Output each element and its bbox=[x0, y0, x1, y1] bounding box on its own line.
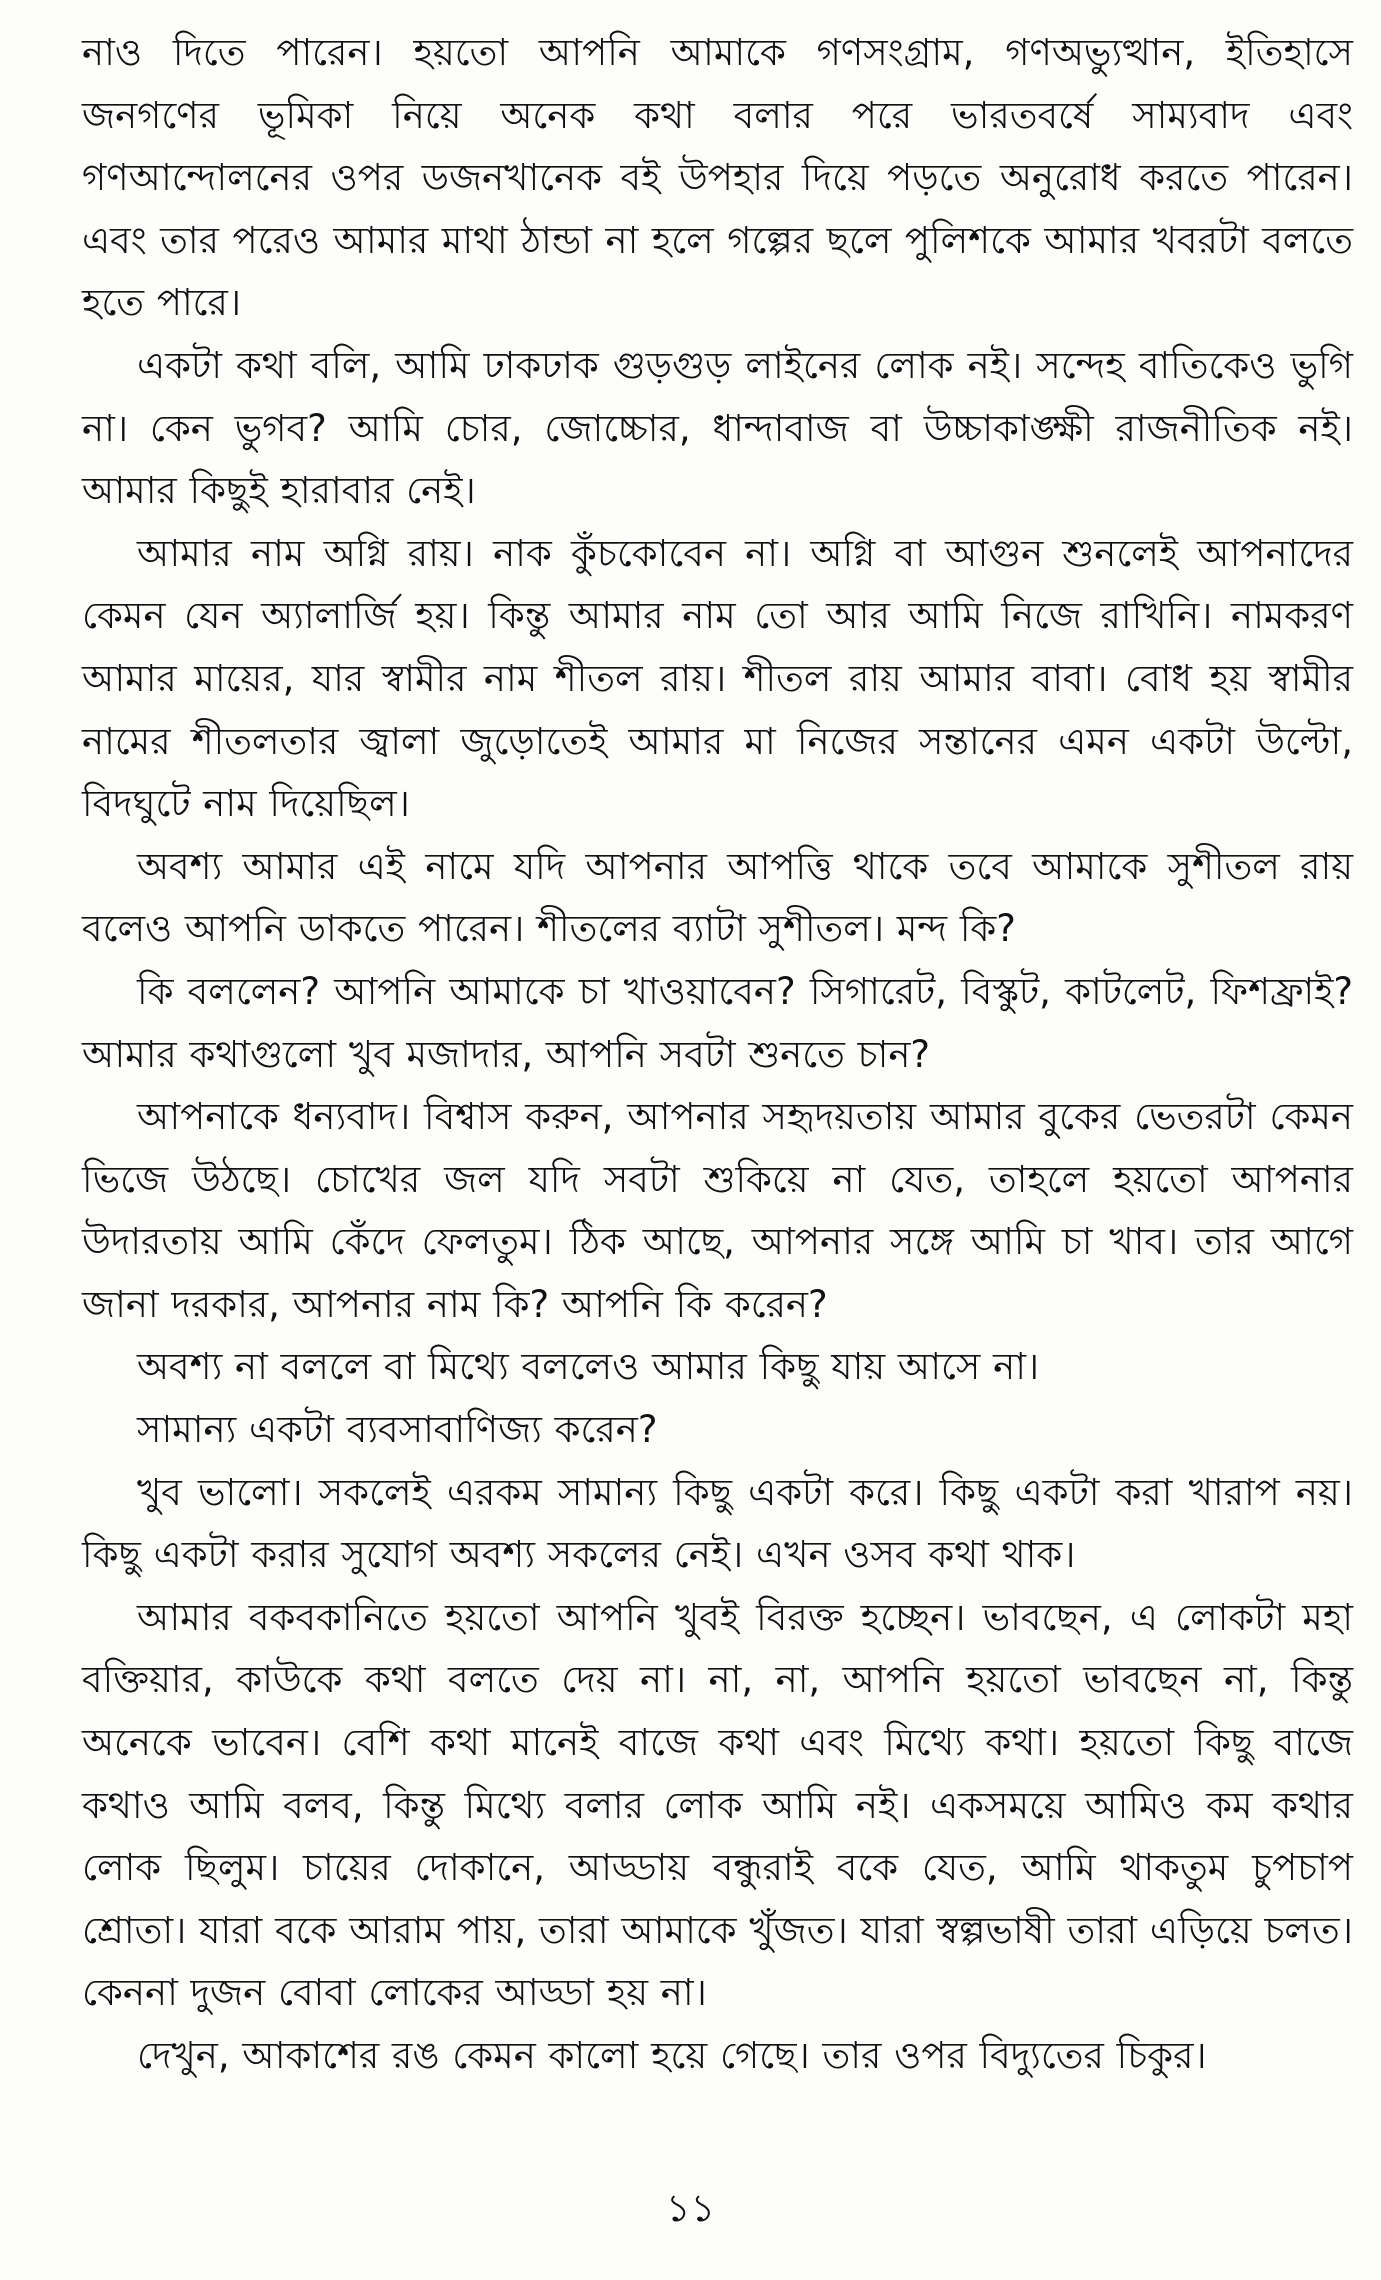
paragraph-6: আপনাকে ধন্যবাদ। বিশ্বাস করুন, আপনার সহৃদয়তায় আমার বুকের ভেতরটা কেমন ভিজে উঠছে। চোখের জল যদি সবটা শুকিয়ে না যেত, তাহলে হয়তো আপনার উদারতায় আমি কেঁদে ফেলতুম। ঠিক আছে, আপনার সঙ্গে আমি চা খাব। তার আগে জানা দরকার, আপনার নাম কি? আপনি কি করেন? bbox=[82, 1095, 1353, 1326]
paragraph-11: দেখুন, আকাশের রঙ কেমন কালো হয়ে গেছে। তার ওপর বিদ্যুতের চিকুর। bbox=[137, 2034, 1207, 2077]
paragraph-10: আমার বকবকানিতে হয়তো আপনি খুবই বিরক্ত হচ্ছেন। ভাবছেন, এ লোকটা মহা বক্তিয়ার, কাউকে কথা বলতে দেয় না। না, না, আপনি হয়তো ভাবছেন না, কিন্তু অনেকে ভাবেন। বেশি কথা মানেই বাজে কথা এবং মিথ্যে কথা। হয়তো কিছু বাজে কথাও আমি বলব, কিন্তু মিথ্যে বলার লোক আমি নই। একসময়ে আমিও কম কথার লোক ছিলুম। চায়ের দোকানে, আড্ডায় বন্ধুরাই বকে যেত, আমি থাকতুম চুপচাপ শ্রোতা। যারা বকে আরাম পায়, তারা আমাকে খুঁজত। যারা স্বল্পভাষী তারা এড়িয়ে চলত। কেননা দুজন বোবা লোকের আড্ডা হয় না। bbox=[82, 1595, 1353, 2015]
page-number: ১১ bbox=[665, 2186, 716, 2230]
paragraph-2: একটা কথা বলি, আমি ঢাকঢাক গুড়গুড় লাইনের লোক নই। সন্দেহ বাতিকেও ভুগি না। কেন ভুগব? আমি চোর, জোচ্চোর, ধান্দাবাজ বা উচ্চাকাঙ্ক্ষী রাজনীতিক নই। আমার কিছুই হারাবার নেই। bbox=[82, 343, 1353, 513]
body-text bbox=[82, 22, 1353, 2088]
paragraph-4: অবশ্য আমার এই নামে যদি আপনার আপত্তি থাকে তবে আমাকে সুশীতল রায় বলেও আপনি ডাকতে পারেন। শীতলের ব্যাটা সুশীতল। মন্দ কি? bbox=[82, 844, 1353, 951]
paragraph-5: কি বললেন? আপনি আমাকে চা খাওয়াবেন? সিগারেট, বিস্কুট, কাটলেট, ফিশফ্রাই? আমার কথাগুলো খুব মজাদার, আপনি সবটা শুনতে চান? bbox=[82, 969, 1353, 1076]
paragraph-1: নাও দিতে পারেন। হয়তো আপনি আমাকে গণসংগ্রাম, গণঅভ্যুত্থান, ইতিহাসে জনগণের ভূমিকা নিয়ে অনেক কথা বলার পরে ভারতবর্ষে সাম্যবাদ এবং গণআন্দোলনের ওপর ডজনখানেক বই উপহার দিয়ে পড়তে অনুরোধ করতে পারেন। এবং তার পরেও আমার মাথা ঠান্ডা না হলে গল্পের ছলে পুলিশকে আমার খবরটা বলতে হতে পারে। bbox=[82, 31, 1353, 325]
paragraph-8: সামান্য একটা ব্যবসাবাণিজ্য করেন? bbox=[137, 1408, 658, 1452]
paragraph-9: খুব ভালো। সকলেই এরকম সামান্য কিছু একটা করে। কিছু একটা করা খারাপ নয়। কিছু একটা করার সুযোগ অবশ্য সকলের নেই। এখন ওসব কথা থাক। bbox=[82, 1470, 1353, 1577]
paragraph-7: অবশ্য না বললে বা মিথ্যে বললেও আমার কিছু যায় আসে না। bbox=[137, 1345, 1040, 1389]
paragraph-3: আমার নাম অগ্নি রায়। নাক কুঁচকোবেন না। অগ্নি বা আগুন শুনলেই আপনাদের কেমন যেন অ্যালার্জি হয়। কিন্তু আমার নাম তো আর আমি নিজে রাখিনি। নামকরণ আমার মায়ের, যার স্বামীর নাম শীতল রায়। শীতল রায় আমার বাবা। বোধ হয় স্বামীর নামের শীতলতার জ্বালা জুড়োতেই আমার মা নিজের সন্তানের এমন একটা উল্টো, বিদঘুটে নাম দিয়েছিল। bbox=[82, 531, 1353, 826]
